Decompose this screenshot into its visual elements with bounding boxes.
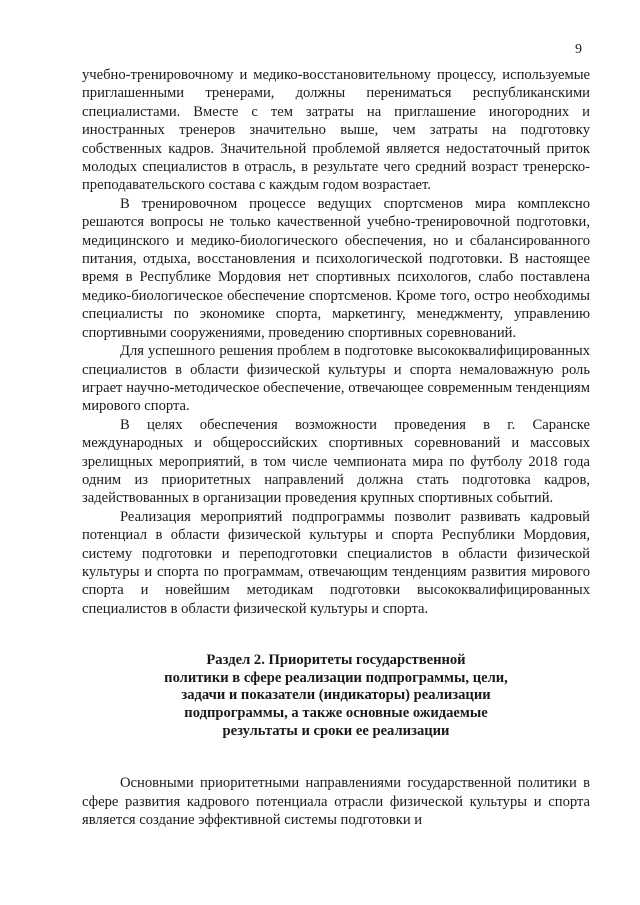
- section-paragraph-1: Основными приоритетными направлениями государственной политики в сфере развития кадрового потенциала отрасли физической культуры и спорта является создание эффективной системы подготовки и: [82, 775, 590, 828]
- paragraph-4: В целях обеспечения возможности проведения в г. Саранске международных и общероссийских спортивных соревнований и массовых зрелищных мероприятий, в том числе чемпионата мира по футболу 2018 года одним из приоритетных направлений должна стать подготовка кадров, задействованных в организации проведения крупных спортивных событий.: [82, 416, 590, 507]
- section-heading-line: подпрограммы, а также основные ожидаемые: [184, 704, 488, 721]
- section-heading-line: результаты и сроки ее реализации: [222, 722, 450, 739]
- section-heading-line: Раздел 2. Приоритеты государственной: [206, 652, 466, 669]
- paragraph-3: Для успешного решения проблем в подготовке высококвалифицированных специалистов в области физической культуры и спорта немаловажную роль играет научно-методическое обеспечение, отвечающее современным тенденциям мирового спорта.: [82, 343, 590, 415]
- paragraph-5: Реализация мероприятий подпрограммы позволит развивать кадровый потенциал в области физической культуры и спорта Республики Мордовия, систему подготовки и переподготовки специалистов в области физической культуры и спорта по программам, отвечающим тенденциям развития мирового спорта и новейшим методикам подготовки высококвалифицированных специалистов в области физической культуры и спорта.: [82, 508, 590, 617]
- section-heading-line: задачи и показатели (индикаторы) реализации: [181, 687, 491, 704]
- paragraph-1: учебно-тренировочному и медико-восстановительному процессу, используемые приглашенными тренерами, должны перениматься республиканскими специалистами. Вместе с тем затраты на приглашение иногородних и иностранных тренеров значительно выше, чем затраты на подготовку собственных кадров. Значительной проблемой является недостаточный приток молодых специалистов в отрасль, в результате чего средний возраст тренерско-преподавательского состава с каждым годом возрастает.: [82, 67, 590, 194]
- paragraph-2: В тренировочном процессе ведущих спортсменов мира комплексно решаются вопросы не только качественной учебно-тренировочной подготовки, медицинского и медико-биологического обеспечения, но и сбалансированного питания, отдыха, восстановления и психологической подготовки. В настоящее время в Республике Мордовия нет спортивных психологов, слабо поставлена медико-биологическое обеспечение спортсменов. Кроме того, остро необходимы специалисты по экономике спорта, маркетингу, менеджменту, управлению спортивными сооружениями, проведению спортивных соревнований.: [82, 195, 590, 341]
- section-heading-line: политики в сфере реализации подпрограммы, цели,: [164, 669, 508, 686]
- page-body: [82, 66, 590, 829]
- page-number: 9: [575, 42, 582, 57]
- section-heading: [82, 652, 590, 740]
